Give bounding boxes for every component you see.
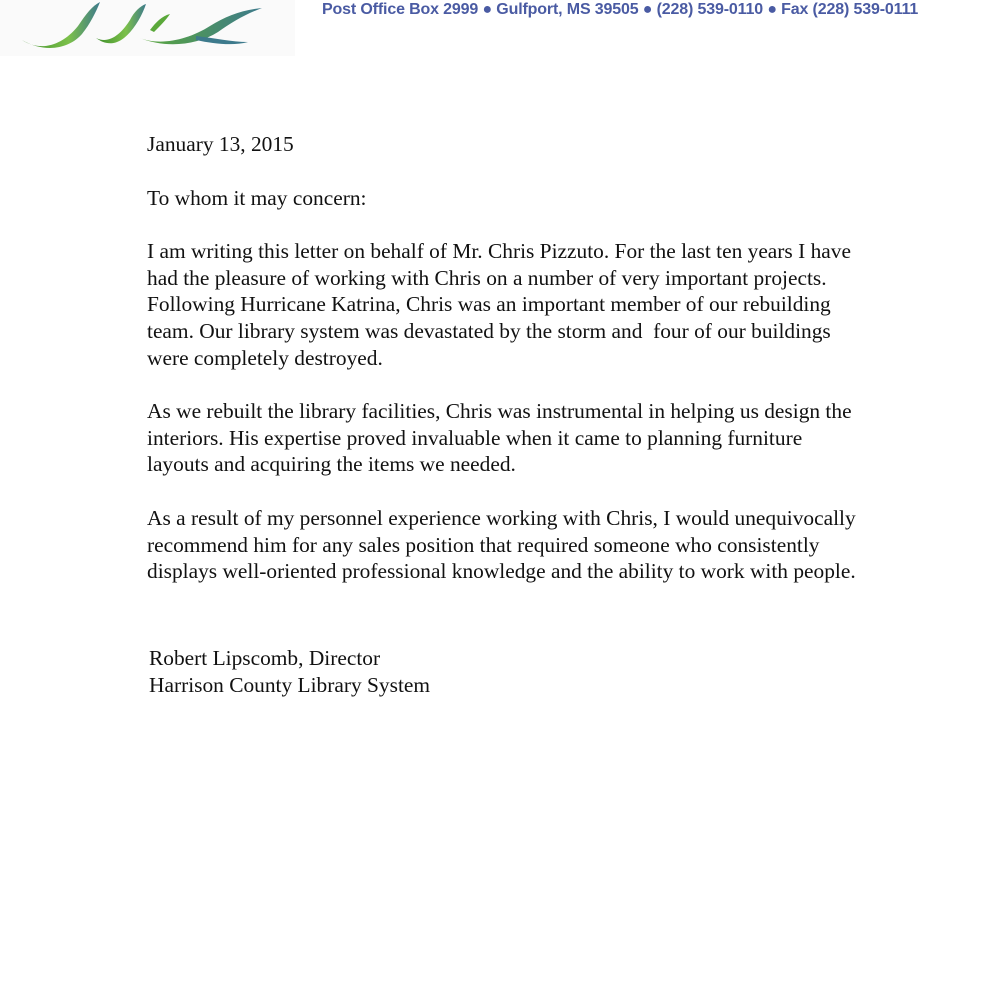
letter-body [147,131,867,612]
letterhead-contact-line: Post Office Box 2999 ● Gulfport, MS 39505 ● (228) 539-0110 ● Fax (228) 539-0111 [322,1,919,18]
signature-organization: Harrison County Library System [149,672,431,697]
letter-date: January 13, 2015 [147,132,294,156]
green-swoosh-logo-icon [0,0,295,56]
paragraph-3: As a result of my personnel experience working with Chris, I would unequivocally recommend him for any sales position that required someone who consistently displays well-oriented professional knowledge and the ability to work with people. [147,505,862,584]
signature-name-title: Robert Lipscomb, Director [149,646,381,670]
signature-block [149,645,430,698]
paragraph-2: As we rebuilt the library facilities, Chris was instrumental in helping us design the interiors. His expertise proved invaluable when it came to planning furniture layouts and acquiring the items we needed. [147,399,857,477]
paragraph-1: I am writing this letter on behalf of Mr. Chris Pizzuto. For the last ten years I have had the pleasure of working with Chris on a number of very important projects. Following Hurricane Katrina, Chris was an important member of our rebuilding team. Our library system was devastated by the storm and four of our buildings were completely destroyed. [147,239,857,370]
salutation: To whom it may concern: [147,185,367,210]
